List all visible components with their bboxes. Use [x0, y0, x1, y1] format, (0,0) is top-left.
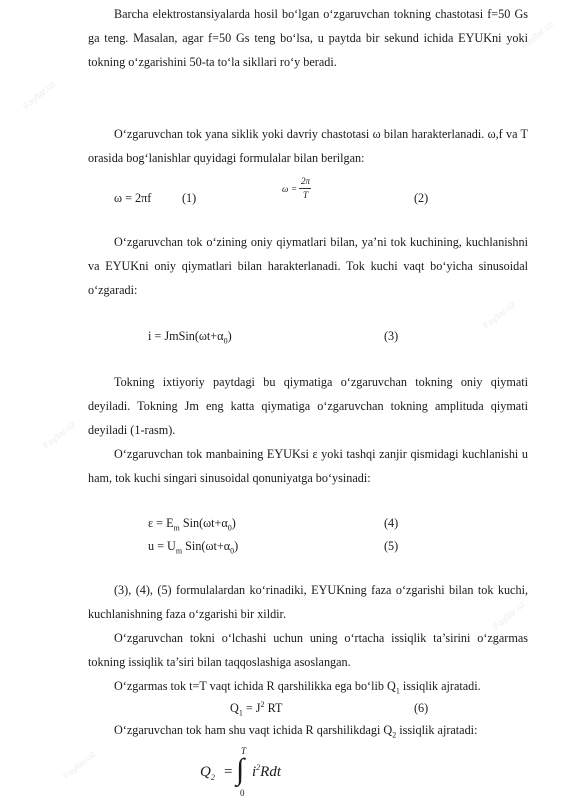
paragraph-cyclic-frequency: O‘zgaruvchan tok yana siklik yoki davriy chastotasi ω bilan harakterlanadi. ω,f va T orasida bog‘lanishlar quyidagi formulalar bilan berilgan:: [88, 127, 528, 165]
formula-5-part-a: u = U: [148, 539, 176, 553]
formula-1: ω = 2πf: [114, 191, 152, 205]
watermark: Fayllar.uz: [491, 598, 528, 632]
watermark: Fayllar.uz: [21, 78, 58, 112]
formula-7-equals: =: [224, 764, 233, 780]
formula-2-number: (2): [414, 191, 429, 205]
watermark: Fayllar.uz: [519, 18, 556, 52]
formula-3-sub: 0: [223, 336, 228, 346]
fraction-bar: [299, 188, 311, 189]
formula-3-end: ): [227, 329, 232, 343]
formula-4-part-c: ): [231, 516, 236, 530]
formula-6-j: = J: [242, 701, 261, 715]
formula-2-lhs: ω: [282, 184, 289, 194]
paragraph-frequency: Barcha elektrostansiyalarda hosil bo‘lgan o‘zgaruvchan tokning chastotasi f=50 Gs ga teng. Masalan, agar f=50 Gs teng bo‘lsa, u paytda bir sekund ichida EYUKni yoki tokning o‘zgarishini 50-ta to‘la sikllari ro‘y beradi.: [88, 7, 528, 69]
formula-7-lhs: [200, 764, 215, 781]
formula-3-text: i = JmSin(ωt+α: [148, 329, 224, 343]
integrand-i: i: [252, 764, 257, 780]
formula-4-sub-0: 0: [227, 523, 232, 533]
formula-4-part-a: ε = E: [148, 516, 174, 530]
paragraph-amplitude: Tokning ixtiyoriy paytdagi bu qiymatiga o‘zgaruvchan tokning oniy qiymati deyiladi. Tokning Jm eng katta qiymatiga o‘zgaruvchan tokning amplituda qiymati deyiladi (1-rasm).: [88, 375, 528, 437]
integral-upper-bound: T: [241, 746, 247, 756]
paragraph-dc-heat-sub: 1: [395, 686, 400, 696]
formula-3-number: (3): [384, 329, 399, 343]
formula-6-q: Q: [230, 701, 239, 715]
formula-7-integral: [200, 748, 320, 800]
paragraph-ac-heat: [88, 718, 528, 742]
formula-5-part-b: Sin(ωt+α: [182, 539, 231, 553]
integrand: [252, 764, 281, 781]
formula-4-number: (4): [384, 516, 399, 530]
formula-4-part-b: Sin(ωt+α: [179, 516, 228, 530]
formula-6: [230, 700, 282, 716]
formula-3: [148, 328, 232, 344]
paragraph-dc-heat-b: issiqlik ajratadi.: [399, 679, 481, 693]
integrand-sup: 2: [256, 763, 261, 772]
watermark: Fayllar.uz: [41, 418, 78, 452]
formula-6-rt: RT: [264, 701, 283, 715]
formula-5-sub-0: 0: [230, 546, 235, 556]
paragraph-measurement: O‘zgaruvchan tokni o‘lchashi uchun uning o‘rtacha issiqlik ta’sirini o‘zgarmas tokning issiqlik ta’siri bilan taqqoslashiga asoslangan.: [88, 631, 528, 669]
formula-6-sup: 2: [260, 699, 265, 709]
formula-6-sub: 1: [238, 708, 243, 718]
paragraph-ac-heat-b: issiqlik ajratadi:: [396, 723, 478, 737]
integrand-rest: Rdt: [260, 764, 282, 780]
integral-lower-bound: 0: [240, 788, 245, 798]
formula-5-sub-m: m: [175, 546, 183, 556]
integral-sign: ∫: [236, 753, 245, 786]
formula-7-sub: 2: [210, 773, 215, 782]
formula-2-numerator: 2π: [301, 176, 311, 186]
formula-4-sub-m: m: [173, 523, 180, 533]
paragraph-phase: (3), (4), (5) formulalardan ko‘rinadiki, EYUKning faza o‘zgarishi bilan tok kuchi, kuchlanishning faza o‘zgarishi bir xildir.: [88, 583, 528, 621]
formula-2: [282, 176, 316, 206]
formula-2-denominator: T: [303, 190, 309, 200]
paragraph-ac-heat-sub: 2: [392, 730, 397, 740]
paragraph-ac-heat-a: O‘zgaruvchan tok ham shu vaqt ichida R qarshilikdagi Q: [114, 723, 393, 737]
formula-7-q: Q: [200, 764, 211, 780]
paragraph-dc-heat: [88, 674, 528, 698]
formula-2-equals: =: [291, 184, 298, 194]
paragraph-emf: O‘zgaruvchan tok manbaining EYUKsi ε yoki tashqi zanjir qismidagi kuchlanishi u ham, tok kuchi singari sinusoidal qonuniyatga bo‘ysinadi:: [88, 447, 528, 485]
formula-5-part-c: ): [234, 539, 239, 553]
watermark: Fayllar.uz: [61, 748, 98, 782]
formula-4: [148, 515, 236, 531]
paragraph-dc-heat-a: O‘zgarmas tok t=T vaqt ichida R qarshilikka ega bo‘lib Q: [114, 679, 396, 693]
formula-5-number: (5): [384, 539, 399, 553]
formula-6-number: (6): [414, 701, 429, 715]
paragraph-instant-values: O‘zgaruvchan tok o‘zining oniy qiymatlari bilan, ya’ni tok kuchining, kuchlanishni va EYUKni oniy qiymatlari bilan harakterlanadi. Tok kuchi vaqt bo‘yicha sinusoidal o‘zgaradi:: [88, 235, 528, 297]
watermark: Fayllar.uz: [481, 298, 518, 332]
formula-1-number: (1): [182, 191, 197, 205]
formula-5: [148, 538, 238, 554]
